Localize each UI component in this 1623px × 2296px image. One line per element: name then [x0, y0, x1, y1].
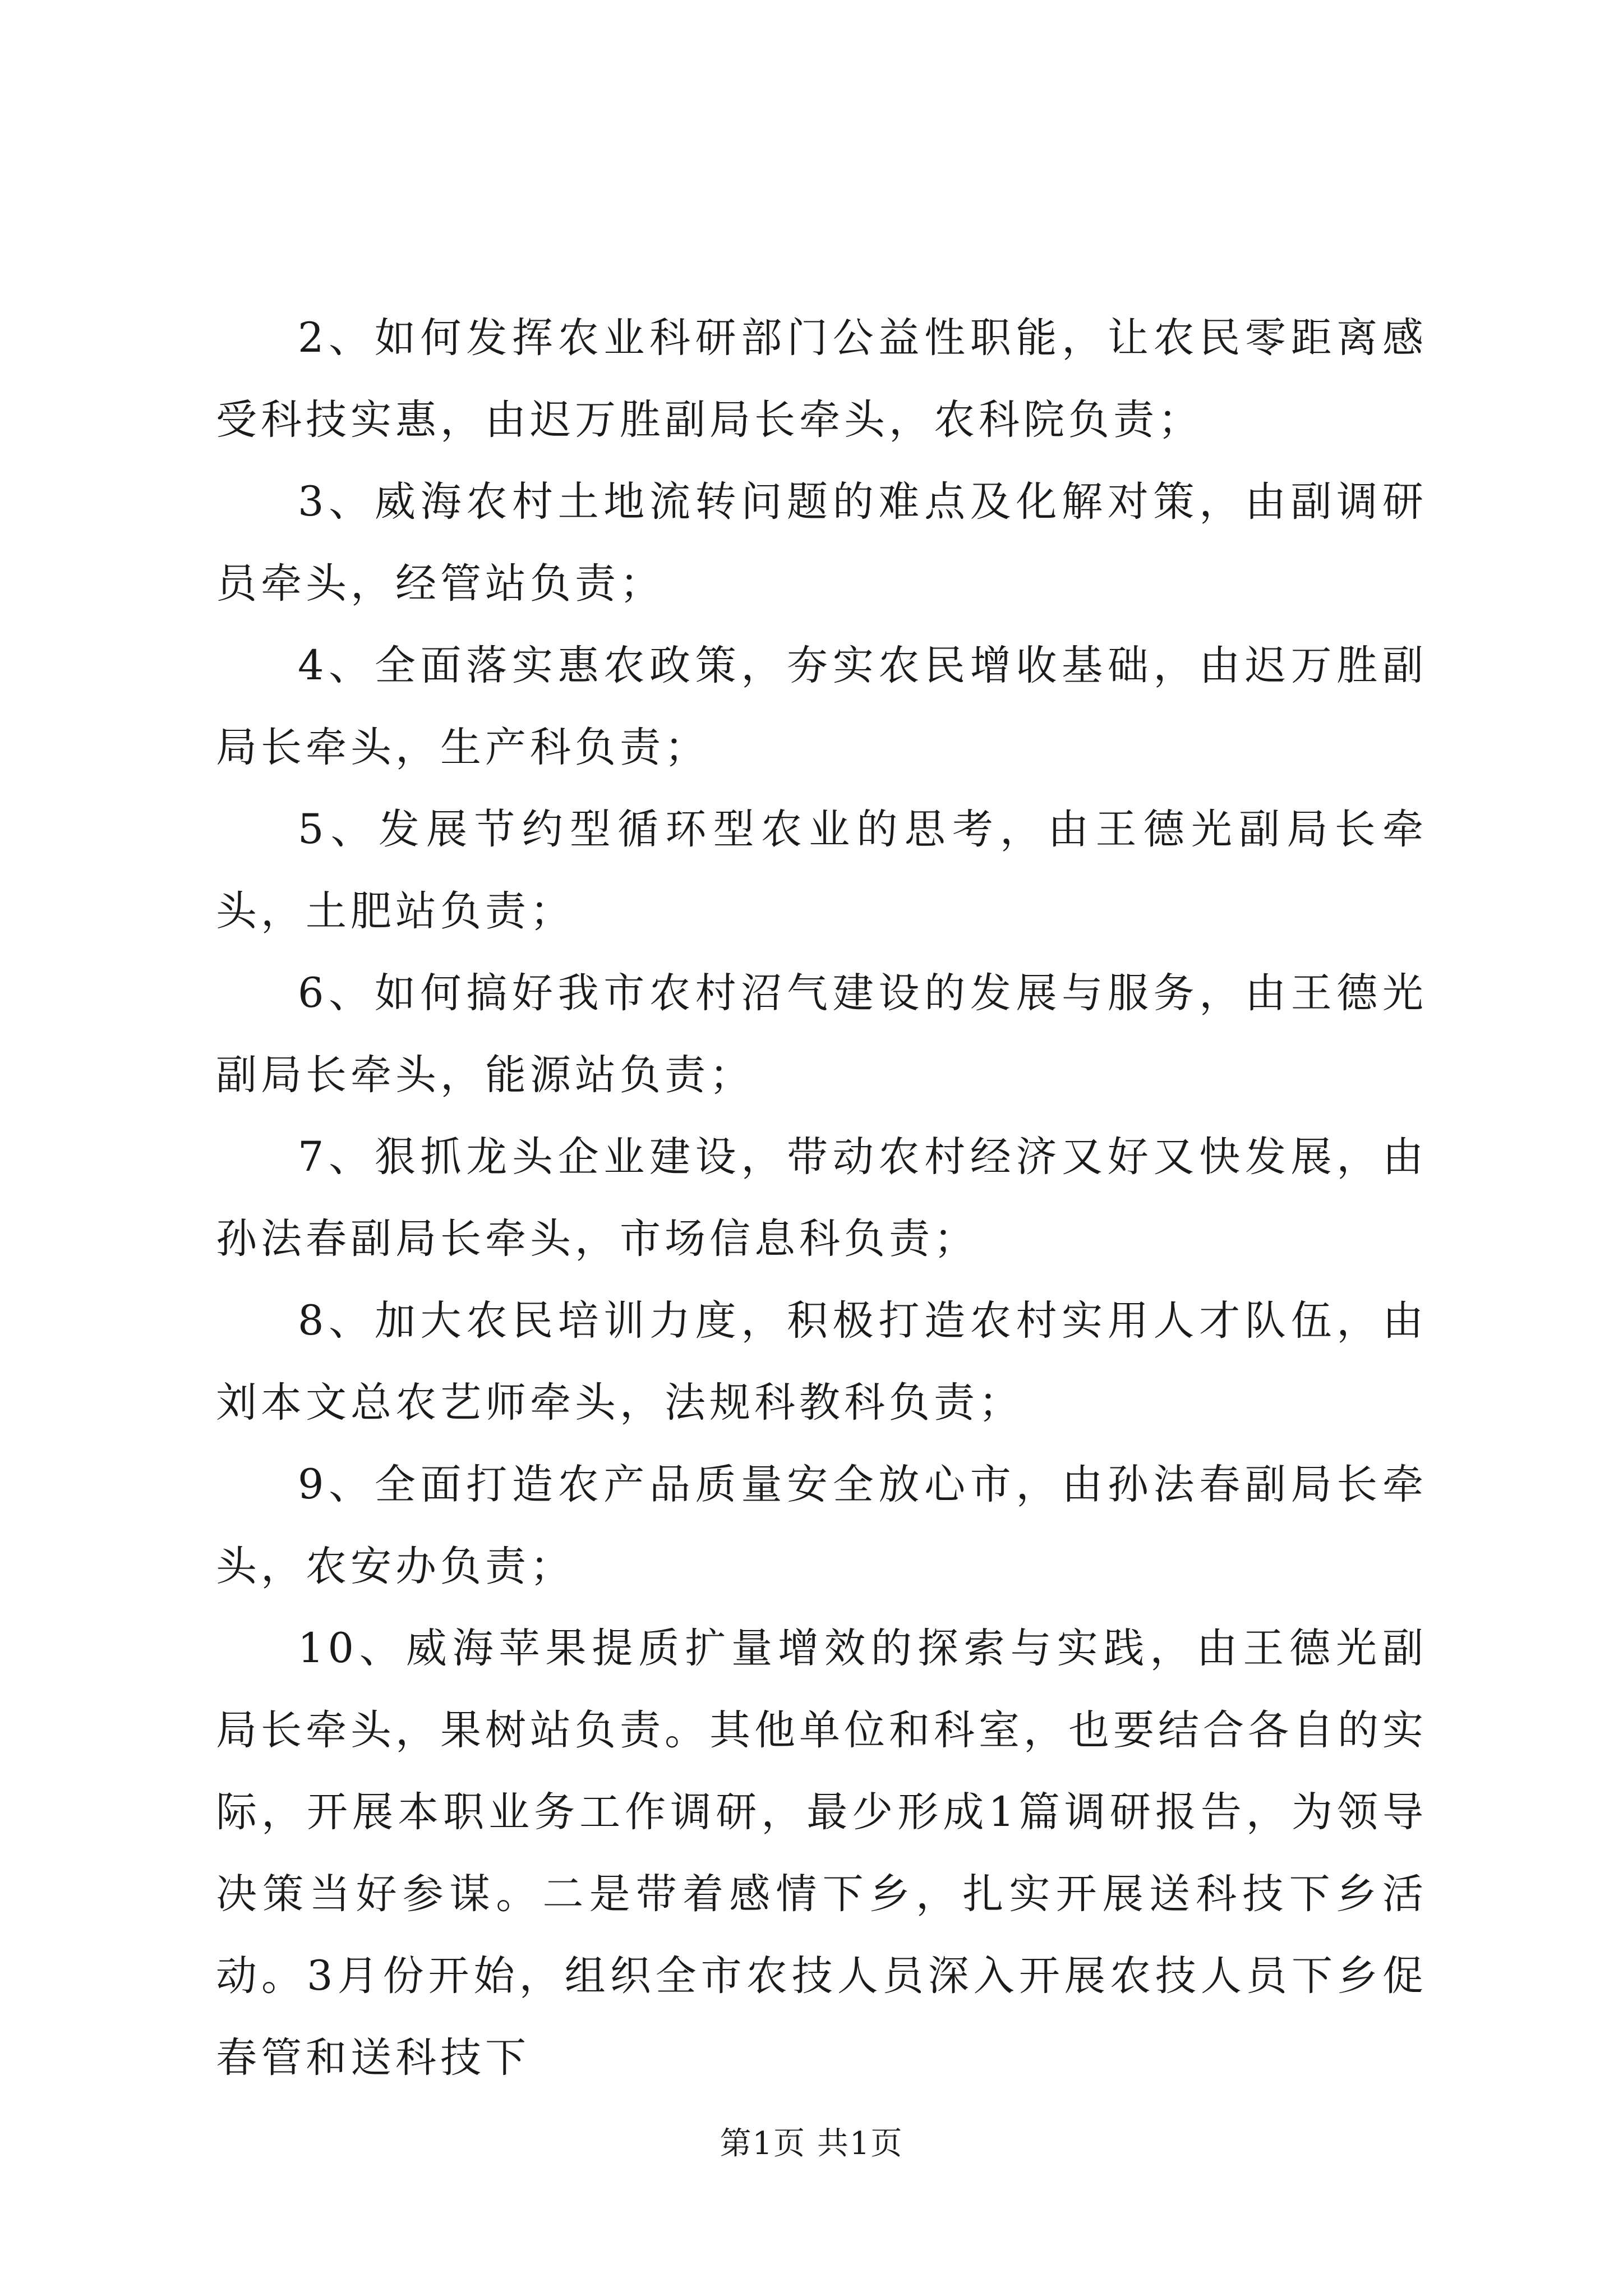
paragraph-item-5: 5、发展节约型循环型农业的思考，由王德光副局长牵头，土肥站负责； — [216, 806, 1427, 935]
paragraph-item-4: 4、全面落实惠农政策，夯实农民增收基础，由迟万胜副局长牵头，生产科负责； — [216, 642, 1427, 771]
document-body — [216, 297, 1427, 2099]
paragraph-item-6: 6、如何搞好我市农村沼气建设的发展与服务，由王德光副局长牵头，能源站负责； — [216, 969, 1427, 1099]
paragraph-item-10: 10、威海苹果提质扩量增效的探索与实践，由王德光副局长牵头，果树站负责。其他单位和科室，也要结合各自的实际，开展本职业务工作调研，最少形成1篇调研报告，为领导决策当好参谋。二是带着感情下乡，扎实开展送科技下乡活动。3月份开始，组织全市农技人员深入开展农技人员下乡促春管和送科技下 — [216, 1625, 1427, 2082]
page-footer: 第1页 共1页 — [720, 2125, 903, 2162]
paragraph-item-8: 8、加大农民培训力度，积极打造农村实用人才队伍，由刘本文总农艺师牵头，法规科教科负责； — [216, 1297, 1427, 1427]
paragraph-item-9: 9、全面打造农产品质量安全放心市，由孙法春副局长牵头，农安办负责； — [216, 1461, 1427, 1590]
paragraph-item-2: 2、如何发挥农业科研部门公益性职能，让农民零距离感受科技实惠，由迟万胜副局长牵头，农科院负责； — [216, 314, 1427, 444]
paragraph-item-7: 7、狠抓龙头企业建设，带动农村经济又好又快发展，由孙法春副局长牵头，市场信息科负责； — [216, 1133, 1427, 1263]
paragraph-item-3: 3、威海农村土地流转问题的难点及化解对策，由副调研员牵头，经管站负责； — [216, 478, 1427, 608]
